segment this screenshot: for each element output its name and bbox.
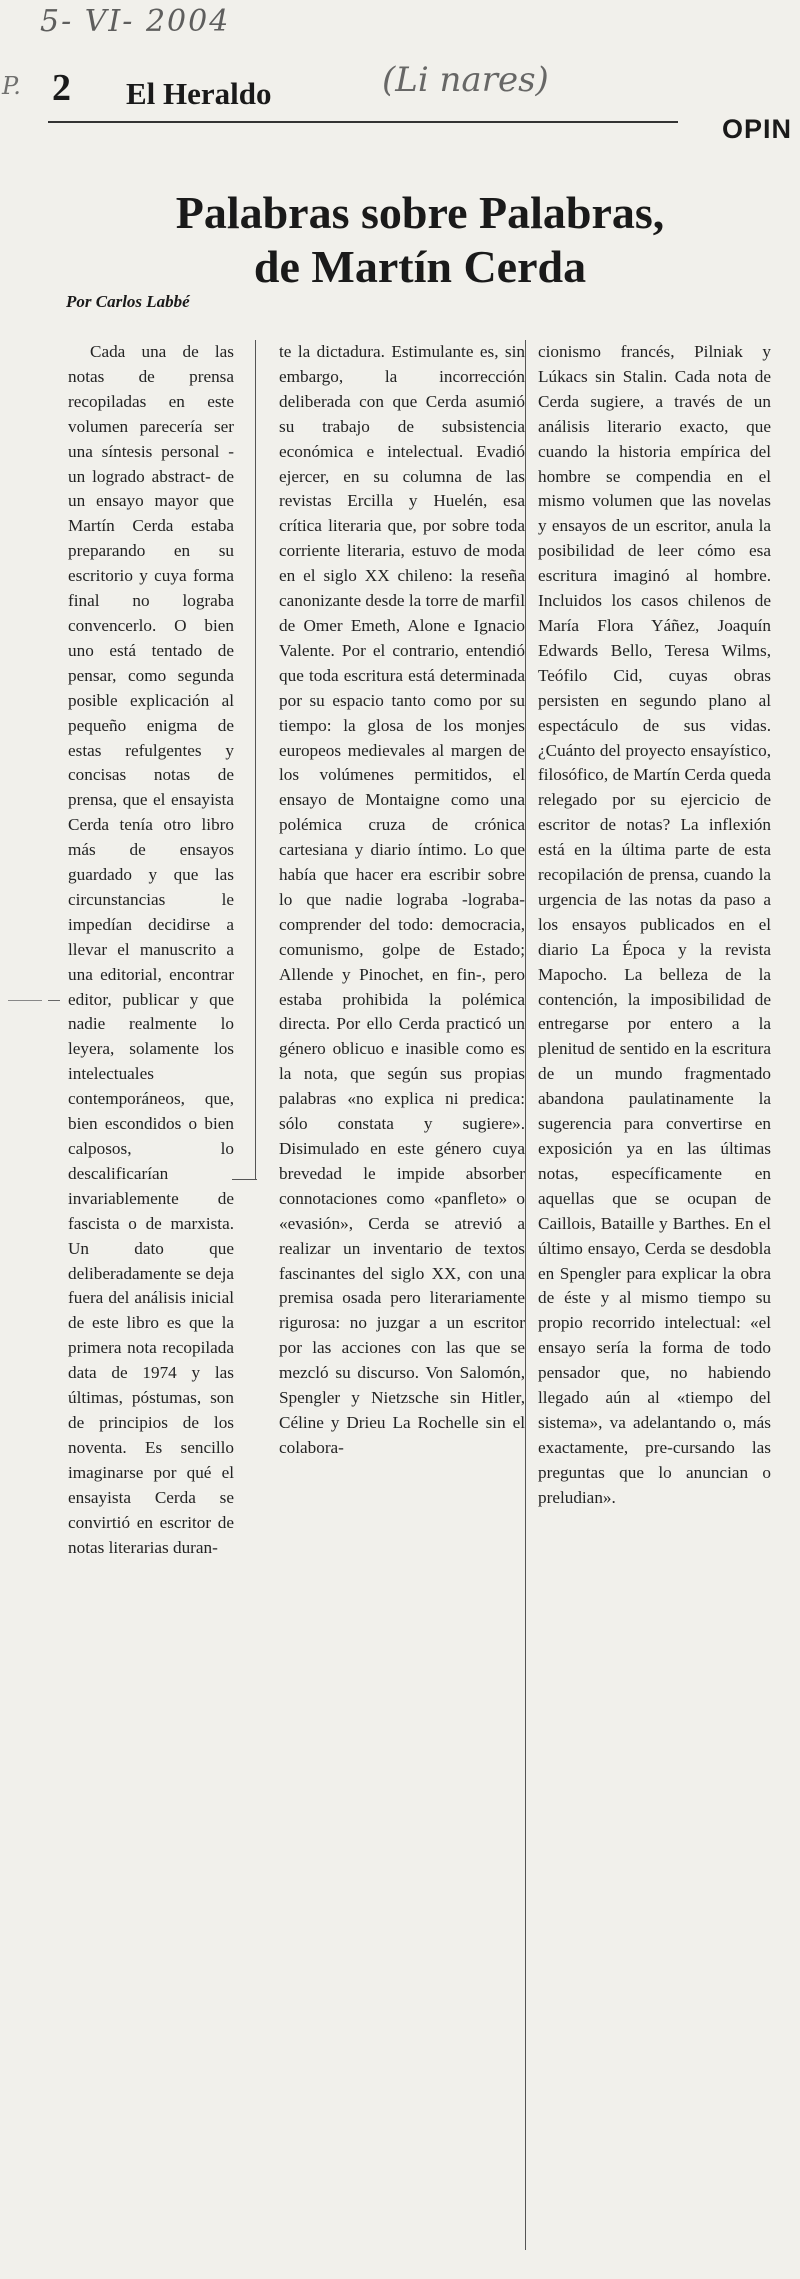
article-column-2 [279,340,525,1461]
header-rule [48,121,678,123]
column-3-text: cionismo francés, Pilniak y Lúkacs sin Stalin. Cada nota de Cerda sugiere, a través de un análisis literario exacto, que cuando la historia empírica del hombre se compendia en el mismo volumen que las novelas y ensayos de un escritor, anula la posibilidad de leer cómo esa escritura imaginó al hombre. Incluidos los casos chilenos de María Flora Yáñez, Joaquín Edwards Bello, Teresa Wilms, Teófilo Cid, cuyas obras persisten en segundo plano al espectáculo de sus vidas. ¿Cuánto del proyecto ensayístico, filosófico, de Martín Cerda queda relegado por su ejercicio de escritor de notas? La inflexión está en la última parte de esta recopilación de prensa, cuando la urgencia de las notas da paso a los ensayos publicados en el diario La Época y la revista Mapocho. La belleza de la contención, la imposibilidad de entregarse por entero a la plenitud de sentido en la escritura de un mundo fragmentado abandona paulatinamente la sugerencia para convertirse en exposición ya en las últimas notas, específicamente en aquellas que se ocupan de Caillois, Bataille y Barthes. En el último ensayo, Cerda se desdobla en Spengler para explicar la obra de éste y al mismo tiempo su propio recorrido intelectual: «el ensayo sería la forma de todo pensador que, no habiendo llegado aún al «tiempo del sistema», va adelantando o, más exactamente, pre-cursando las preguntas que lo anuncian o preludian». [538,342,771,1507]
article-column-3 [538,340,771,1511]
newspaper-name: El Heraldo [126,76,272,111]
headline-line-1: Palabras sobre Palabras, [175,187,665,238]
section-label: OPIN [721,114,792,144]
column-divider [525,340,526,2250]
pencil-mark [8,1000,42,1001]
page-header [40,58,800,144]
column-2-text: te la dictadura. Estimulante es, sin embargo, la incorrección deliberada con que Cerda asumió su trabajo de subsistencia económica e intelectual. Evadió ejercer, en su columna de las revistas Ercilla y Huelén, esa crítica literaria que, por sobre toda corriente literaria, estuvo de moda en el siglo XX chileno: la reseña canonizante desde la torre de marfil de Omer Emeth, Alone e Ignacio Valente. Por el contrario, entendió que toda escritura está determinada por su espacio tanto como por su tiempo: la glosa de los monjes europeos medievales al margen de los volúmenes permitidos, el ensayo de Montaigne como una polémica cruza de crónica cartesiana y diario íntimo. Lo que había que hacer era escribir sobre lo que nadie lograba -lograba- comprender del todo: democracia, comunismo, golpe de Estado; Allende y Pinochet, en fin-, pero estaba prohibida la polémica directa. Por ello Cerda practicó un género oblicuo e inasible como es la nota, que según sus propias palabras «no explica ni predica: sólo constata y sugiere». Disimulado en este género cuya brevedad le impide absorber connotaciones como «panfleto» o «evasión», Cerda se atrevió a realizar un inventario de textos fascinantes del siglo XX, con una premisa osada pero literariamente rigurosa: no juzgar a un escritor por las acciones con las que se mezcló su discurso. Von Salomón, Spengler y Nietzsche sin Hitler, Céline y Drieu La Rochelle sin el colabora- [279,342,525,1457]
handwritten-date: 5- VI- 2004 [40,4,231,39]
page-number: 2 [52,67,71,109]
article-headline [80,186,760,294]
handwritten-page-marker: P. [2,72,21,100]
pencil-mark [48,1000,60,1001]
article-column-1 [68,340,234,1560]
column-1-text: Cada una de las notas de prensa recopiladas en este volumen parecería ser una síntesis personal -un logrado abstract- de un ensayo mayor que Martín Cerda estaba preparando en su escritorio y cuya forma final no lograba convencerlo. O bien uno está tentado de pensar, como segunda posible explicación al pequeño enigma de estas refulgentes y concisas notas de prensa, que el ensayista Cerda tenía otro libro más de ensayos guardado y que las circunstancias le impedían decidirse a llevar el manuscrito a una editorial, encontrar editor, publicar y que nadie realmente lo leyera, solamente los intelectuales contemporáneos, que, bien escondidos o bien calposos, lo descalificarían invariablemente de fascista o de marxista. Un dato que deliberadamente se deja fuera del análisis inicial de este libro es que la primera nota recopilada data de 1974 y las últimas, póstumas, son de principios de los noventa. Es sencillo imaginarse por qué el ensayista Cerda se convirtió en escritor de notas literarias duran- [68,342,234,1557]
headline-line-2: de Martín Cerda [253,241,587,292]
byline: Por Carlos Labbé [66,292,190,311]
column-divider [232,1179,257,1180]
handwritten-section-note: (Li nares) [382,60,549,100]
column-divider [255,340,256,1180]
